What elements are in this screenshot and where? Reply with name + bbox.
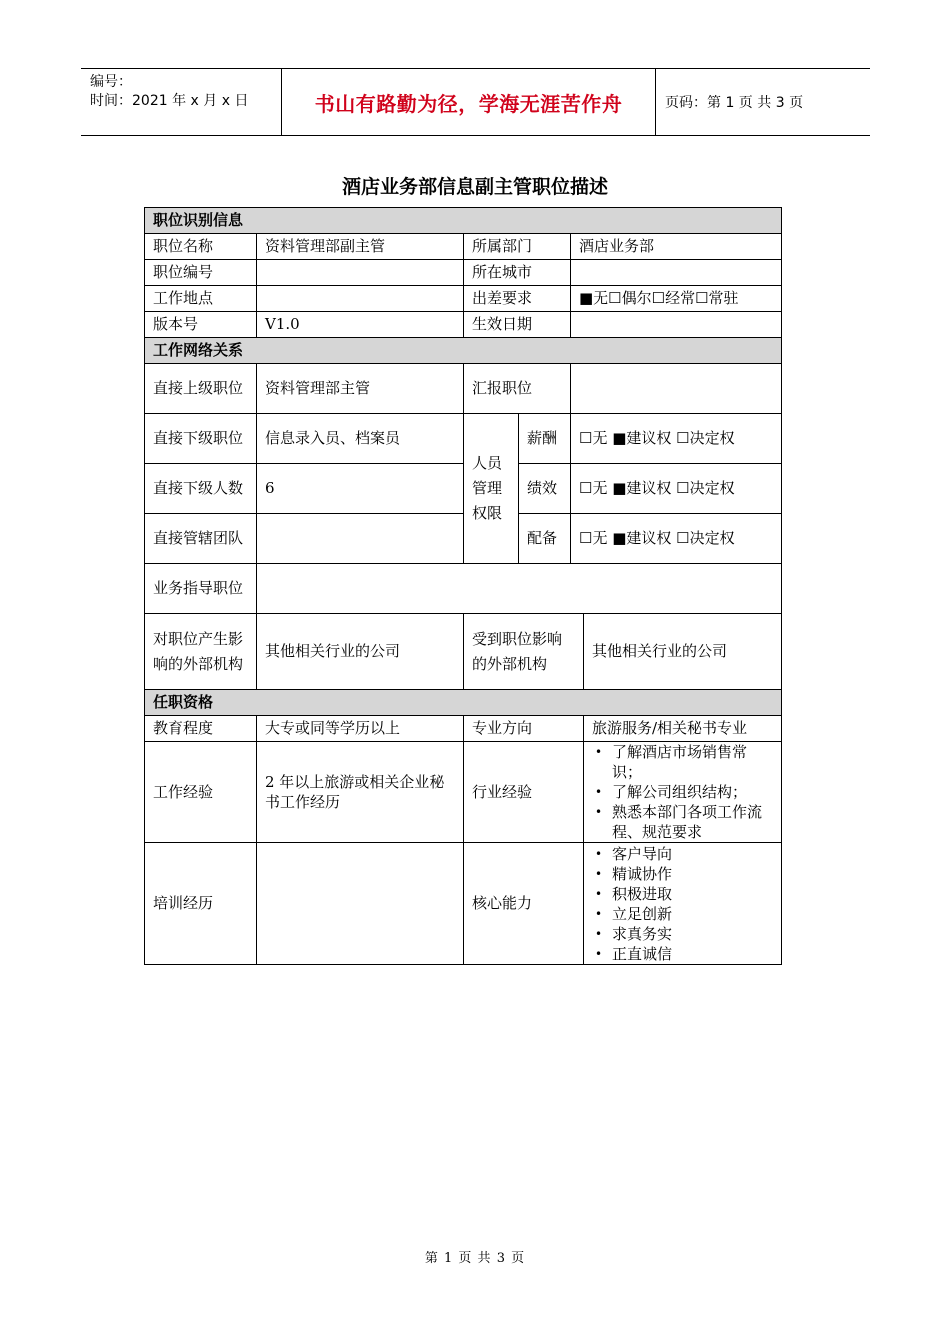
value-position-name: 资料管理部副主管: [257, 234, 464, 260]
value-business-guidance: [257, 564, 782, 614]
value-travel: ■无☐偶尔☐经常☐常驻: [571, 286, 782, 312]
value-work-location: [257, 286, 464, 312]
label-core-competency: 核心能力: [464, 843, 584, 965]
label-education: 教育程度: [145, 716, 257, 742]
value-direct-subordinate: 信息录入员、档案员: [257, 414, 464, 464]
page-footer: 第 1 页 共 3 页: [424, 1251, 526, 1266]
label-industry-experience: 行业经验: [464, 742, 584, 843]
label-training: 培训经历: [145, 843, 257, 965]
industry-experience-list: [592, 742, 773, 842]
job-description-table: [144, 207, 782, 965]
page-header: [81, 68, 870, 136]
label-position-code: 职位编号: [145, 260, 257, 286]
header-meta: [81, 69, 282, 135]
value-major: 旅游服务/相关秘书专业: [584, 716, 782, 742]
label-work-experience: 工作经验: [145, 742, 257, 843]
header-page-info: 页码：第 1 页 共 3 页: [665, 95, 804, 111]
label-external-influenced: 受到职位影响的外部机构: [464, 614, 584, 690]
label-direct-subordinate: 直接下级职位: [145, 414, 257, 464]
label-subordinate-count: 直接下级人数: [145, 464, 257, 514]
value-effective-date: [571, 312, 782, 338]
label-salary: 薪酬: [519, 414, 571, 464]
time-label: 时间：2021 年 x 月 x 日: [90, 93, 249, 109]
label-city: 所在城市: [464, 260, 571, 286]
label-authority: 人员管理权限: [464, 414, 519, 564]
value-team: [257, 514, 464, 564]
list-item: • 求真务实: [612, 924, 773, 944]
list-item: • 熟悉本部门各项工作流程、规范要求: [612, 802, 773, 842]
label-version: 版本号: [145, 312, 257, 338]
list-item: • 立足创新: [612, 904, 773, 924]
header-motto: 书山有路勤为径，学海无涯苦作舟: [282, 69, 656, 135]
value-education: 大专或同等学历以上: [257, 716, 464, 742]
core-competency-list: [592, 844, 773, 964]
list-item: • 了解公司组织结构；: [612, 782, 773, 802]
label-team: 直接管辖团队: [145, 514, 257, 564]
label-department: 所属部门: [464, 234, 571, 260]
label-position-name: 职位名称: [145, 234, 257, 260]
value-city: [571, 260, 782, 286]
value-work-experience: 2 年以上旅游或相关企业秘书工作经历: [257, 742, 464, 843]
label-major: 专业方向: [464, 716, 584, 742]
label-staffing: 配备: [519, 514, 571, 564]
section-qualification: 任职资格: [145, 690, 782, 716]
section-network: 工作网络关系: [145, 338, 782, 364]
label-direct-superior: 直接上级职位: [145, 364, 257, 414]
value-direct-superior: 资料管理部主管: [257, 364, 464, 414]
list-item: • 客户导向: [612, 844, 773, 864]
value-version: V1.0: [257, 312, 464, 338]
value-external-affecting: 其他相关行业的公司: [257, 614, 464, 690]
label-effective-date: 生效日期: [464, 312, 571, 338]
value-position-code: [257, 260, 464, 286]
value-report-position: [571, 364, 782, 414]
value-external-influenced: 其他相关行业的公司: [584, 614, 782, 690]
list-item: • 了解酒店市场销售常识；: [612, 742, 773, 782]
value-performance: ☐无 ■建议权 ☐决定权: [571, 464, 782, 514]
value-staffing: ☐无 ■建议权 ☐决定权: [571, 514, 782, 564]
label-report-position: 汇报职位: [464, 364, 571, 414]
number-label: 编号：: [90, 74, 132, 90]
value-industry-experience: [584, 742, 782, 843]
label-business-guidance: 业务指导职位: [145, 564, 257, 614]
label-travel: 出差要求: [464, 286, 571, 312]
section-identity: 职位识别信息: [145, 208, 782, 234]
value-core-competency: [584, 843, 782, 965]
value-department: 酒店业务部: [571, 234, 782, 260]
label-external-affecting: 对职位产生影响的外部机构: [145, 614, 257, 690]
list-item: • 正直诚信: [612, 944, 773, 964]
list-item: • 积极进取: [612, 884, 773, 904]
label-work-location: 工作地点: [145, 286, 257, 312]
label-performance: 绩效: [519, 464, 571, 514]
value-salary: ☐无 ■建议权 ☐决定权: [571, 414, 782, 464]
value-subordinate-count: 6: [257, 464, 464, 514]
list-item: • 精诚协作: [612, 864, 773, 884]
page-title: 酒店业务部信息副主管职位描述: [341, 176, 608, 198]
value-training: [257, 843, 464, 965]
